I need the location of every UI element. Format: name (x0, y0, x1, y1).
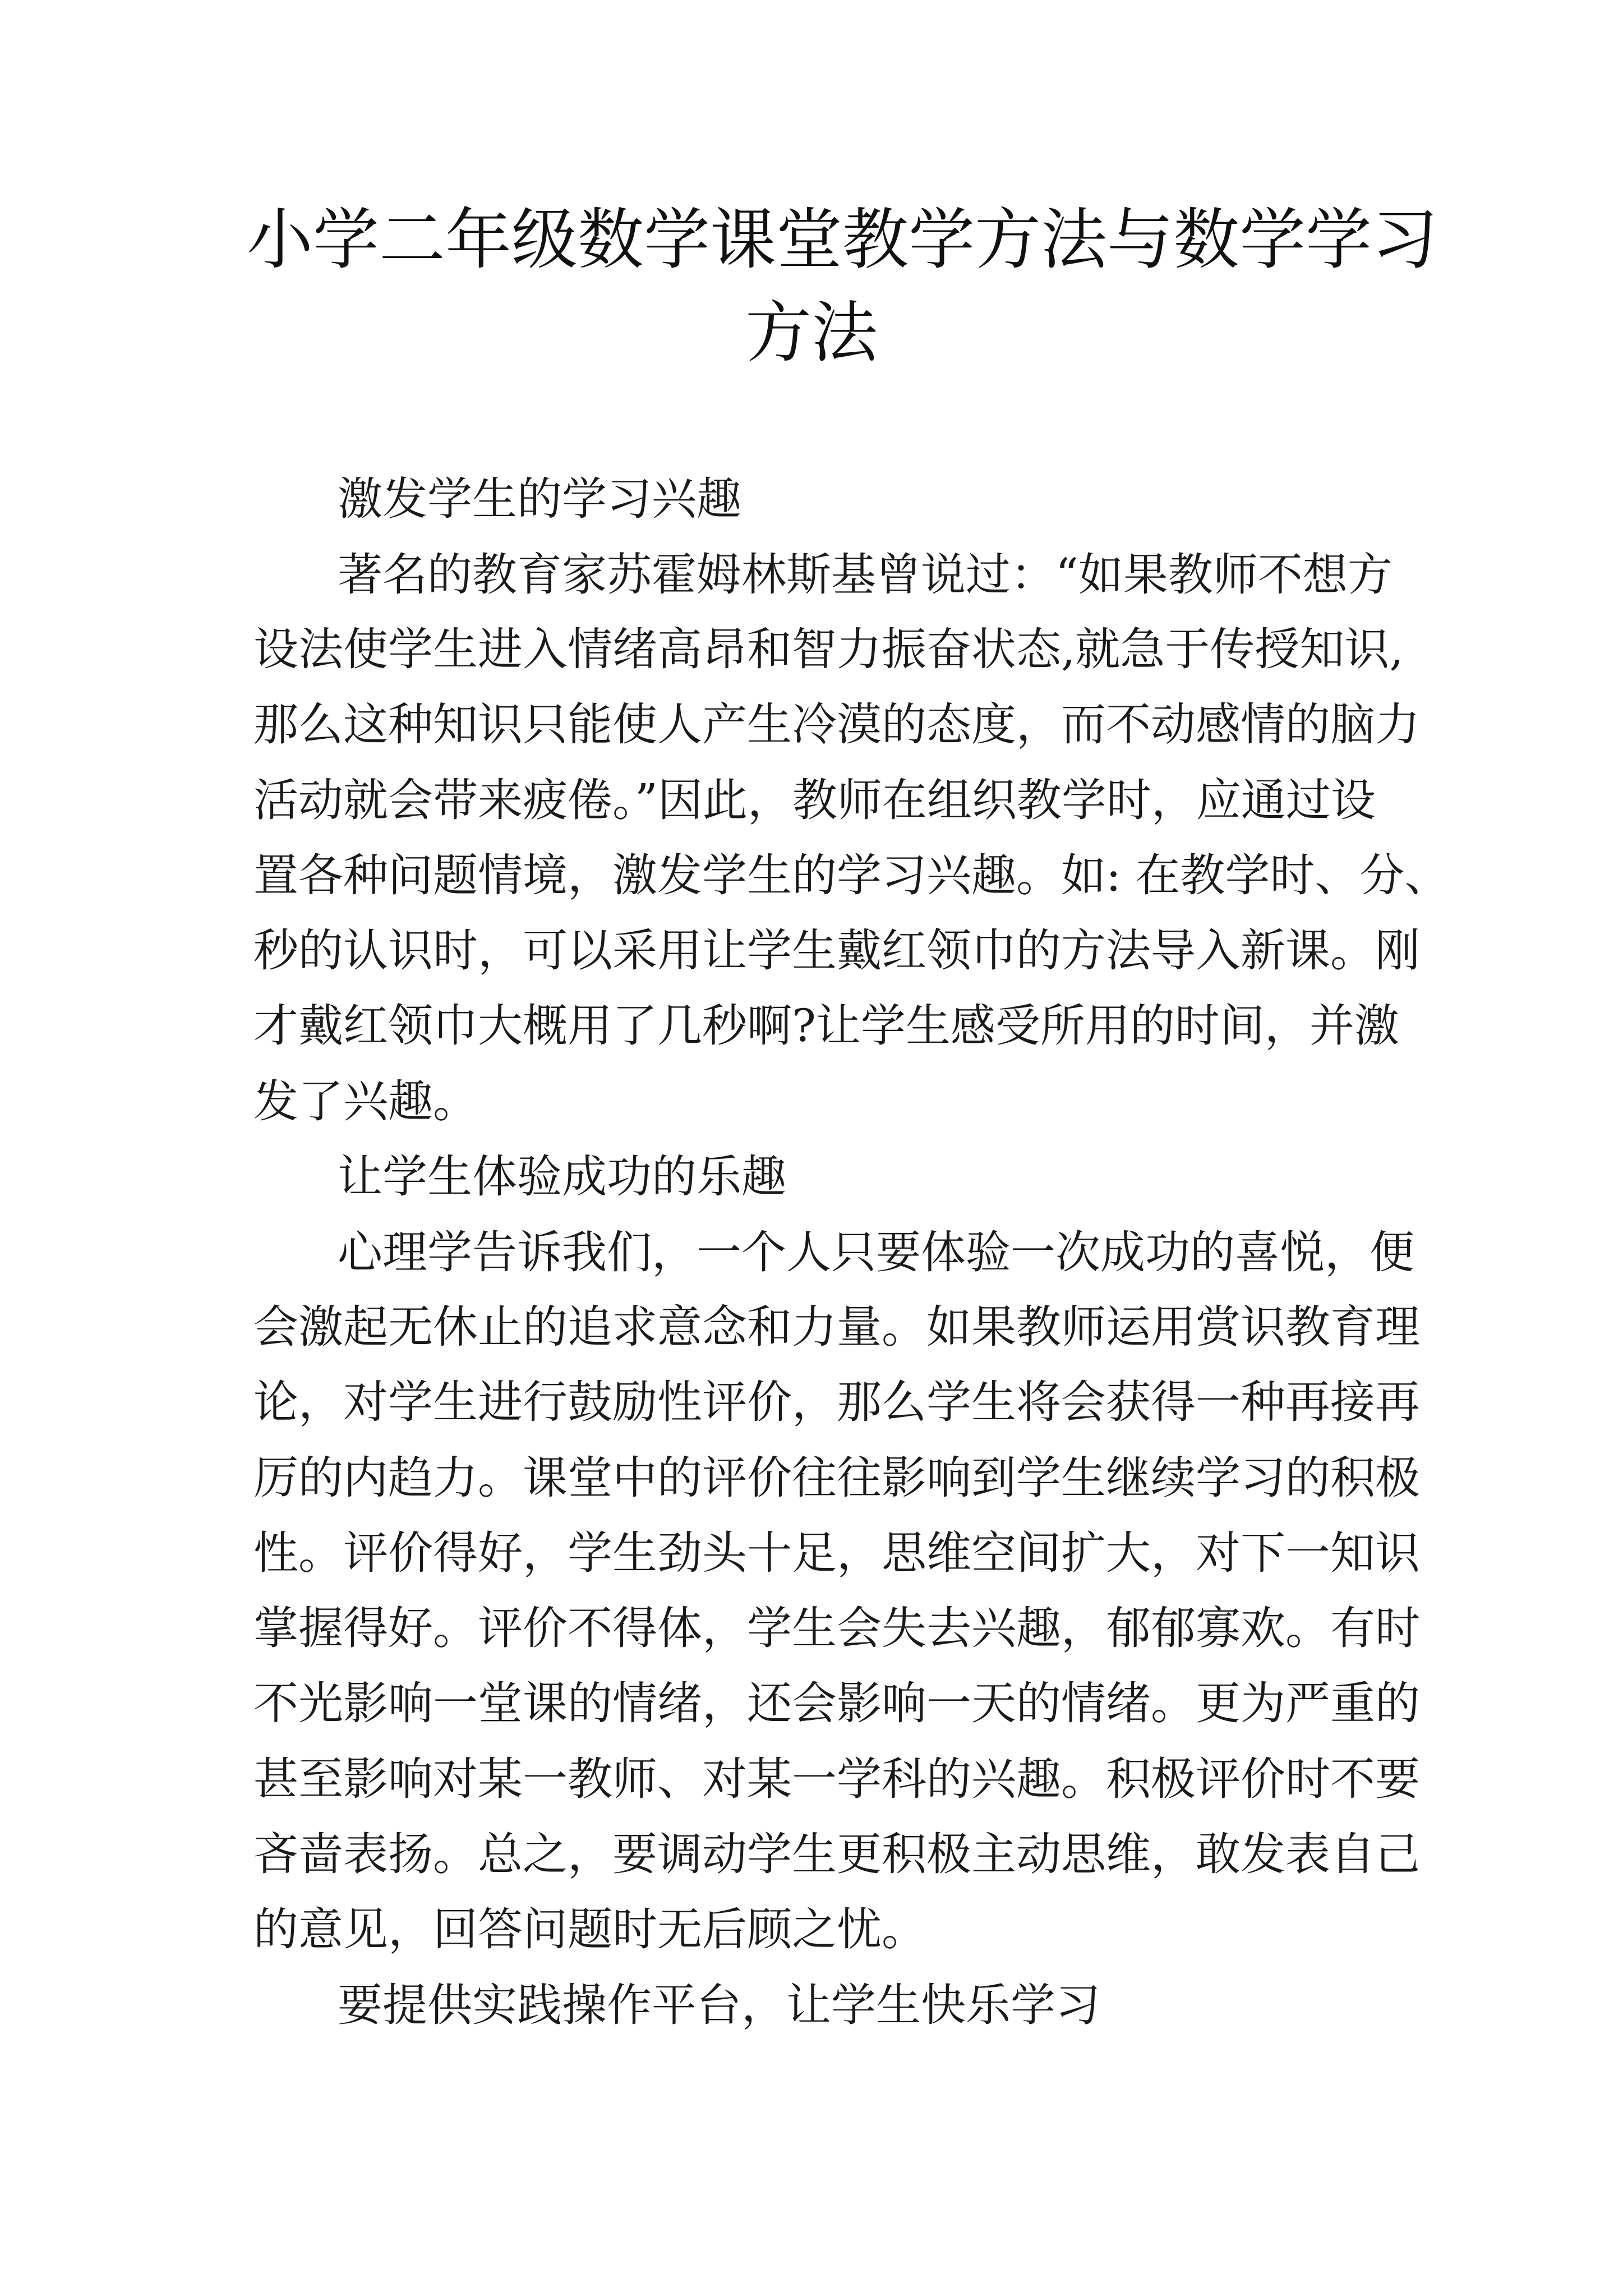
document-title-line-1: 小学二年级数学课堂教学方法与数学学习 (247, 201, 1438, 278)
paragraph-line: 会激起无休止的追求意念和力量。如果教师运用赏识教育理 (253, 1301, 1420, 1353)
paragraph-line: 发了兴趣。 (253, 1075, 478, 1128)
paragraph-line: 厉的内趋力。课堂中的评价往往影响到学生继续学习的积极 (253, 1452, 1420, 1504)
paragraph-line: 活动就会带来疲倦。”因此，教师在组织教学时，应通过设 (253, 774, 1376, 826)
paragraph-line: 甚至影响对某一教师、对某一学科的兴趣。积极评价时不要 (253, 1753, 1420, 1805)
paragraph-line: 才戴红领巾大概用了几秒啊?让学生感受所用的时间，并激 (253, 1000, 1399, 1052)
paragraph-line: 论，对学生进行鼓励性评价，那么学生将会获得一种再接再 (253, 1376, 1420, 1428)
section-heading-2: 让学生体验成功的乐趣 (338, 1151, 786, 1203)
paragraph-line: 秒的认识时，可以采用让学生戴红领巾的方法导入新课。刚 (253, 924, 1420, 977)
paragraph-line: 置各种问题情境，激发学生的学习兴趣。如: 在教学时、分、 (253, 849, 1450, 901)
paragraph-line: 性。评价得好，学生劲头十足，思维空间扩大，对下一知识 (253, 1527, 1420, 1579)
paragraph-line: 设法使学生进入情绪高昂和智力振奋状态,就急于传授知识, (253, 623, 1404, 675)
paragraph-line: 的意见，回答问题时无后顾之忧。 (253, 1903, 926, 1955)
paragraph-line: 不光影响一堂课的情绪，还会影响一天的情绪。更为严重的 (253, 1677, 1420, 1729)
paragraph-line: 著名的教育家苏霍姆林斯基曾说过：“如果教师不想方 (338, 549, 1393, 601)
section-heading-3: 要提供实践操作平台，让学生快乐学习 (338, 1979, 1100, 2031)
paragraph-line: 吝啬表扬。总之，要调动学生更积极主动思维，敢发表自己 (253, 1828, 1420, 1880)
paragraph-line: 心理学告诉我们，一个人只要体验一次成功的喜悦，便 (338, 1226, 1414, 1278)
section-heading-1: 激发学生的学习兴趣 (338, 473, 741, 525)
paragraph-line: 那么这种知识只能使人产生冷漠的态度，而不动感情的脑力 (253, 698, 1420, 751)
document-title-line-2: 方法 (745, 294, 878, 371)
paragraph-line: 掌握得好。评价不得体，学生会失去兴趣，郁郁寡欢。有时 (253, 1602, 1420, 1654)
